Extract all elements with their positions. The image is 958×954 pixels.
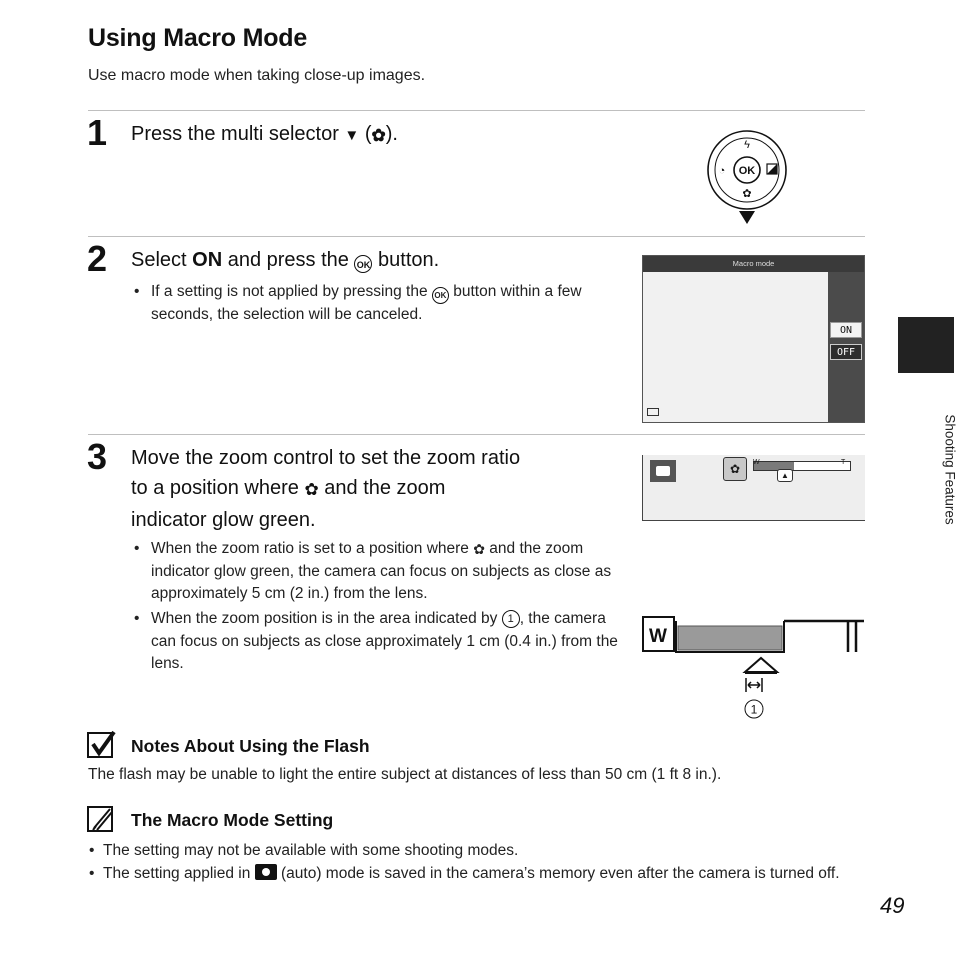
- macro-flower-icon: ✿: [723, 457, 747, 481]
- down-arrow-indicator: [739, 211, 755, 224]
- intro-text: Use macro mode when taking close-up images.: [88, 67, 426, 84]
- list-item: [134, 538, 626, 606]
- page-number: 49: [880, 893, 905, 918]
- step-heading-line: [131, 473, 621, 505]
- flash-icon: ϟ: [744, 139, 750, 151]
- pencil-note-icon: [88, 806, 116, 832]
- step-number: 1: [87, 112, 108, 153]
- auto-mode-icon: [255, 864, 277, 880]
- zoom-bar: [753, 461, 851, 471]
- bullet-text: , the camera can focus on subjects as close approximately 1 cm (0.4 in.) from the lens.: [151, 610, 618, 672]
- page-title: Using Macro Mode: [88, 24, 308, 52]
- bullet-text: If a setting is not applied by pressing the: [151, 283, 428, 300]
- bullet-text: button within a few seconds, the selection will be canceled.: [151, 283, 582, 323]
- auto-mode-badge: [650, 460, 676, 482]
- bullet-text: (auto) mode is saved in the camera’s memory even after the camera is turned off.: [280, 865, 840, 882]
- callout-marker: 1: [750, 702, 758, 717]
- on-label: ON: [192, 249, 223, 271]
- step-heading-text: Press the multi selector: [131, 123, 339, 145]
- step-number: 3: [87, 436, 108, 477]
- step-heading: [131, 245, 439, 275]
- list-item: [134, 608, 621, 676]
- paren-close: ).: [385, 123, 398, 145]
- macro-flower-icon: ✿: [371, 126, 386, 145]
- camera-menu-screen: [642, 255, 865, 423]
- tele-label-small: T: [841, 459, 846, 466]
- multi-selector-dial: [700, 124, 796, 228]
- macro-flower-icon: ✿: [304, 480, 319, 499]
- bullet-text: The setting may not be available with some shooting modes.: [103, 842, 519, 859]
- bullet-text: The setting applied in: [103, 865, 251, 882]
- caution-icon: [88, 732, 116, 758]
- step-heading-text: and the zoom: [324, 477, 446, 499]
- step-heading: [131, 119, 398, 151]
- bullet-text: When the zoom ratio is set to a position where: [151, 540, 469, 557]
- note-text: The flash may be unable to light the entire subject at distances of less than 50 cm (1 ft 8 in.).: [88, 766, 722, 783]
- bullet-text: When the zoom position is in the area indicated by: [151, 610, 498, 627]
- macro-flower-icon: ✿: [742, 188, 752, 200]
- wide-label: W: [649, 626, 667, 647]
- note-heading: The Macro Mode Setting: [131, 810, 334, 830]
- list-item: [134, 281, 621, 327]
- step-number: 2: [87, 238, 108, 279]
- bullet: •: [134, 540, 140, 557]
- ok-button-label: OK: [738, 165, 756, 177]
- option-panel: [828, 272, 864, 422]
- zoom-indicator-icon: ▲: [777, 469, 793, 482]
- bullet: •: [89, 842, 95, 859]
- camera-icon: [656, 466, 670, 476]
- battery-icon: [647, 408, 659, 416]
- macro-flower-icon: ✿: [473, 541, 485, 557]
- step-heading-text: button.: [378, 249, 440, 271]
- option-on: ON: [830, 322, 862, 338]
- step-heading-line: indicator glow green.: [131, 509, 316, 531]
- ok-button-icon: OK: [432, 287, 449, 304]
- divider: [88, 434, 865, 435]
- list-item: [89, 863, 863, 886]
- step-heading: [131, 443, 621, 535]
- down-triangle-icon: ▼: [344, 127, 360, 144]
- step-heading-text: and press the: [227, 249, 349, 271]
- zoom-position-arrow: [745, 658, 777, 672]
- step-heading-text: Select: [131, 249, 187, 271]
- option-off: OFF: [830, 344, 862, 360]
- section-label: Shooting Features: [942, 414, 958, 525]
- list-item: [89, 840, 863, 863]
- step-heading-text: to a position where: [131, 477, 299, 499]
- zoom-screen: [642, 455, 865, 521]
- bullet: •: [134, 610, 140, 627]
- paren-open: (: [364, 123, 372, 145]
- step-heading-line: Move the zoom control to set the zoom ratio: [131, 447, 521, 469]
- bullet: •: [89, 865, 95, 882]
- ok-button-icon: OK: [354, 255, 372, 273]
- bullet-text: and the zoom indicator glow green, the camera can focus on subjects as close as approximately 5 cm (2 in.) from the lens.: [151, 540, 612, 602]
- bullet: •: [134, 283, 140, 300]
- wide-label-small: W: [753, 459, 760, 466]
- callout-marker: 1: [502, 610, 520, 628]
- zoom-indicator-diagram: [642, 614, 866, 724]
- divider: [88, 236, 865, 237]
- section-tab: [898, 317, 954, 373]
- note-heading: Notes About Using the Flash: [131, 736, 370, 756]
- range-arrow-icon: [746, 678, 762, 692]
- divider: [88, 110, 865, 111]
- screen-title: Macro mode: [643, 256, 864, 272]
- self-timer-icon: ◔: [718, 165, 726, 177]
